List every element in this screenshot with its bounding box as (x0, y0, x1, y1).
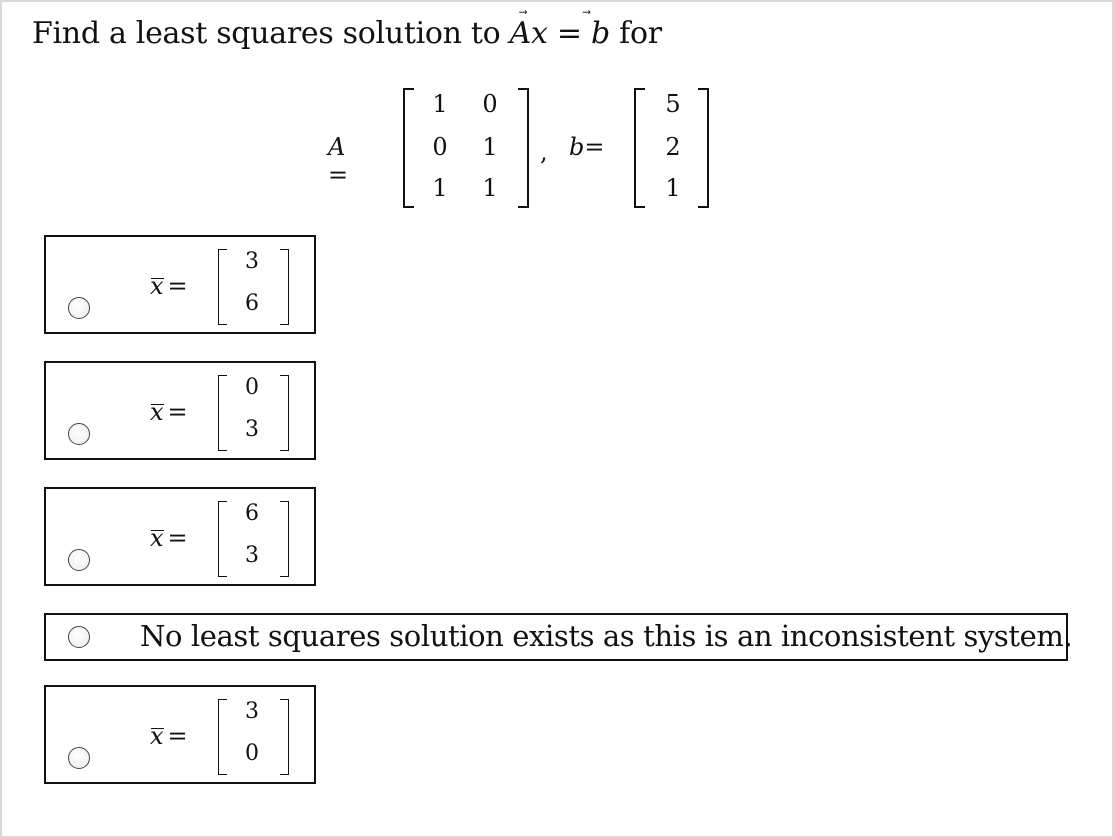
question-prompt (32, 16, 662, 51)
vector-b-cell: 5 (665, 90, 681, 118)
x-bar-label: x = (150, 722, 188, 750)
x-bar-label: x = (150, 398, 188, 426)
matrix-a-cell: 1 (432, 174, 448, 202)
vector-left-bracket (218, 249, 227, 325)
vector-right-bracket (280, 699, 289, 775)
vector-b-label: b= (569, 133, 605, 161)
matrix-a-left-bracket (403, 88, 414, 208)
matrix-a-cell: 1 (482, 133, 498, 161)
radio-button[interactable] (68, 297, 90, 319)
equation-lhs: Ax (509, 16, 548, 51)
vector-cell: 3 (245, 543, 259, 568)
vector-cell: 3 (245, 417, 259, 442)
radio-button[interactable] (68, 626, 90, 648)
vector-cell: 3 (245, 249, 259, 274)
vector-right-bracket (280, 249, 289, 325)
vector-b-right-bracket (698, 88, 709, 208)
vector-left-bracket (218, 375, 227, 451)
answer-option-1[interactable] (44, 235, 316, 334)
equation-rhs: b (591, 16, 610, 51)
answer-option-2[interactable] (44, 361, 316, 460)
equation: Ax = b (509, 16, 610, 51)
question-text-after: for (619, 16, 662, 51)
answer-option-4[interactable] (44, 613, 1073, 661)
radio-button[interactable] (68, 549, 90, 571)
vector-right-bracket (280, 375, 289, 451)
vector-cell: 0 (245, 375, 259, 400)
vector-left-bracket (218, 699, 227, 775)
vector-cell: 0 (245, 741, 259, 766)
matrix-separator: , (540, 138, 548, 166)
vector-cell: 6 (245, 501, 259, 526)
answer-option-5[interactable] (44, 685, 316, 784)
option-text: No least squares solution exists as this is an inconsistent system. (140, 619, 1073, 653)
question-text: Find a least squares solution to (32, 16, 501, 51)
vector-left-bracket (218, 501, 227, 577)
x-bar-label: x = (150, 524, 188, 552)
vector-cell: 3 (245, 699, 259, 724)
vector-b-left-bracket (634, 88, 645, 208)
radio-button[interactable] (68, 423, 90, 445)
vector-b-cell: 1 (665, 174, 681, 202)
vector-right-bracket (280, 501, 289, 577)
matrix-a-cell: 1 (482, 174, 498, 202)
radio-button[interactable] (68, 747, 90, 769)
vector-b-cell: 2 (665, 133, 681, 161)
answer-option-3[interactable] (44, 487, 316, 586)
matrix-a-right-bracket (518, 88, 529, 208)
matrix-a-cell: 1 (432, 90, 448, 118)
vector-cell: 6 (245, 291, 259, 316)
matrix-a-cell: 0 (432, 133, 448, 161)
matrix-a-label: A = (328, 133, 349, 189)
x-bar-label: x = (150, 272, 188, 300)
matrix-a-cell: 0 (482, 90, 498, 118)
